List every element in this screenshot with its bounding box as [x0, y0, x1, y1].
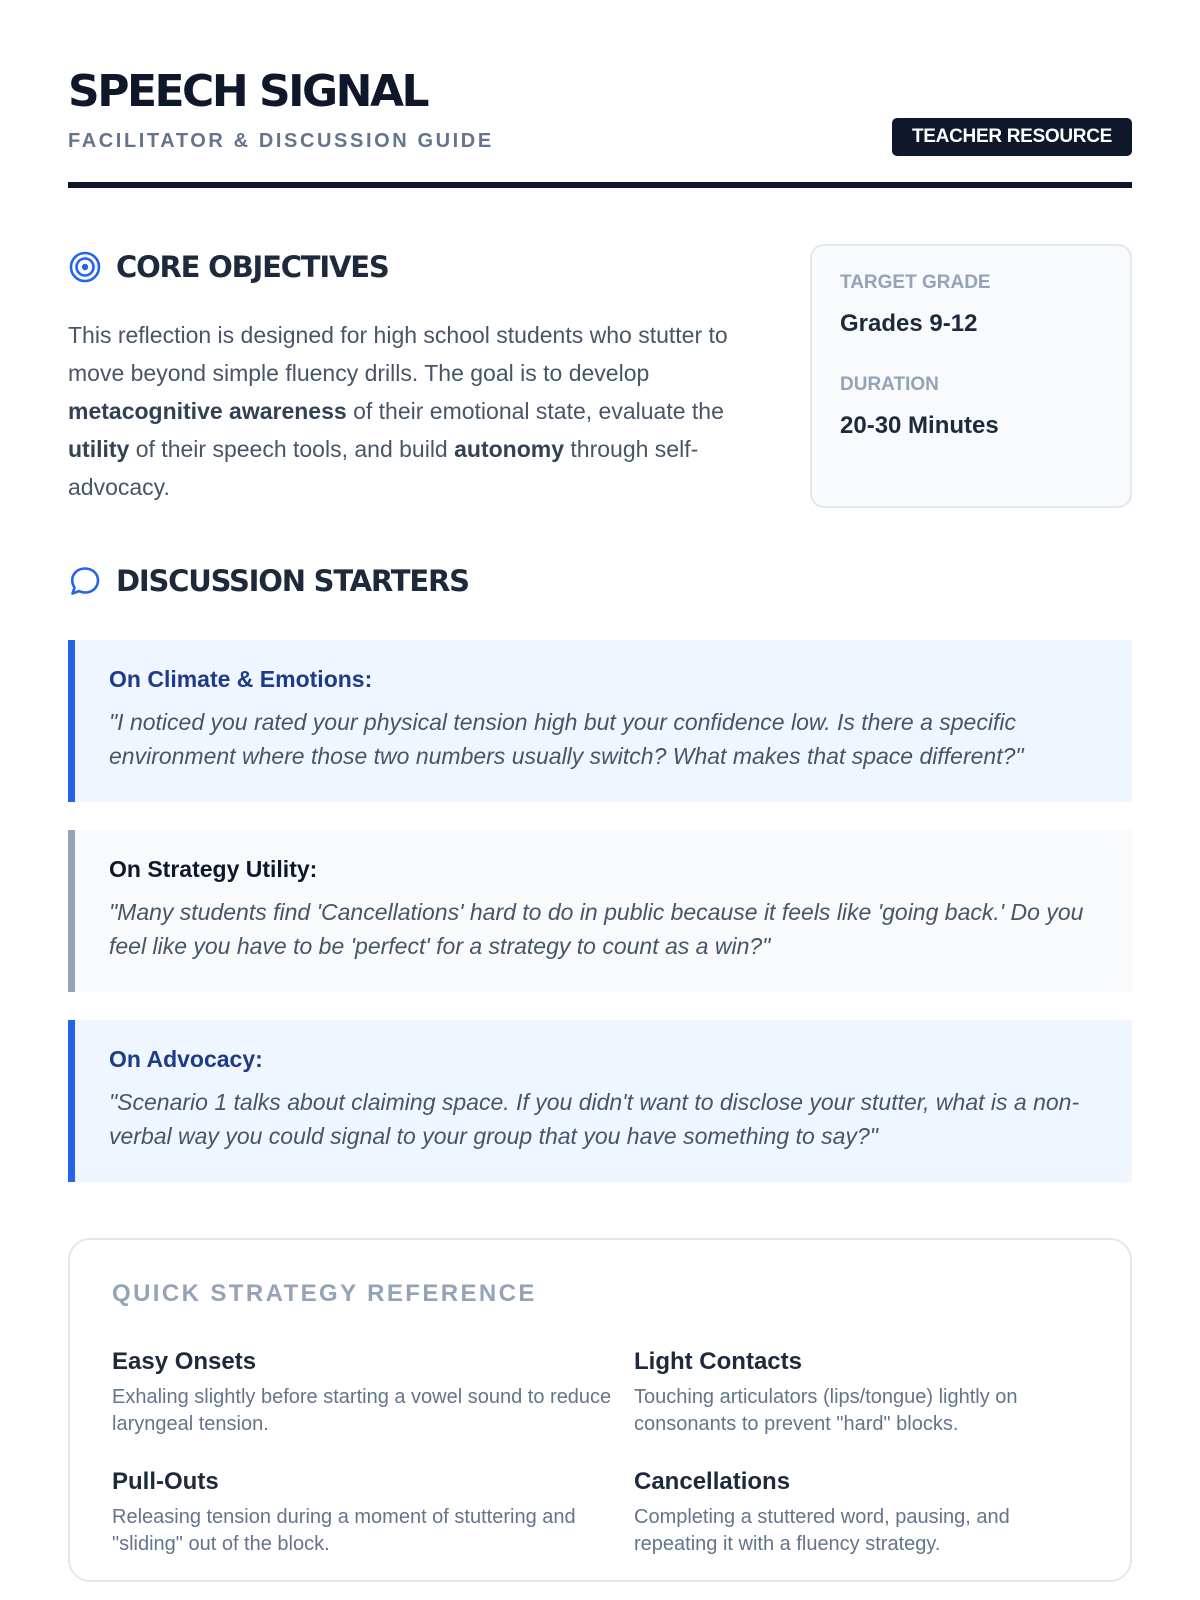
- starter-quote: "I noticed you rated your physical tension high but your confidence low. Is there a specific environment where those two numbers usually switch? What makes that space different?": [109, 709, 1024, 769]
- objectives-heading-row: [68, 250, 389, 284]
- discussion-heading-row: [68, 564, 1132, 598]
- reference-heading: QUICK STRATEGY REFERENCE: [112, 1280, 537, 1307]
- strategy-name: Pull-Outs: [112, 1468, 219, 1495]
- starter-card: [68, 640, 1132, 802]
- strategy-description: Touching articulators (lips/tongue) lightly on consonants to prevent "hard" blocks.: [634, 1386, 1018, 1435]
- strategy-item: [112, 1468, 634, 1558]
- grade-value: Grades 9-12: [840, 310, 978, 337]
- objectives-text: of their emotional state, evaluate the: [346, 398, 724, 424]
- starter-title: On Climate & Emotions:: [109, 666, 373, 692]
- objectives-body: [68, 316, 758, 506]
- starter-quote: "Scenario 1 talks about claiming space. If you didn't want to disclose your stutter, what is a non-verbal way you could signal to your group that you have something to say?": [109, 1089, 1080, 1149]
- header: [68, 0, 1132, 188]
- starter-quote: "Many students find 'Cancellations' hard to do in public because it feels like 'going back.' Do you feel like you have to be 'perfect' for a strategy to count as a win?": [109, 899, 1084, 959]
- meta-card: [810, 244, 1132, 508]
- strategy-item: [634, 1348, 1088, 1438]
- starter-title: On Strategy Utility:: [109, 856, 318, 882]
- grade-label: TARGET GRADE: [840, 272, 991, 293]
- objectives-heading: CORE OBJECTIVES: [116, 250, 389, 284]
- starter-title: On Advocacy:: [109, 1046, 263, 1072]
- duration-value: 20-30 Minutes: [840, 412, 999, 439]
- target-icon: [68, 250, 102, 284]
- duration-label: DURATION: [840, 374, 939, 395]
- strategy-description: Exhaling slightly before starting a vowel sound to reduce laryngeal tension.: [112, 1386, 612, 1435]
- document-subtitle: FACILITATOR & DISCUSSION GUIDE: [68, 130, 494, 152]
- objectives-text: of their speech tools, and build: [129, 436, 455, 462]
- starter-card: [68, 830, 1132, 992]
- strategy-item: [634, 1468, 1088, 1558]
- strategy-reference-card: [68, 1238, 1132, 1582]
- objectives-emphasis: metacognitive awareness: [68, 398, 347, 424]
- objectives-text: through self-advocacy.: [68, 436, 699, 500]
- reference-grid: [112, 1348, 1088, 1558]
- strategy-description: Releasing tension during a moment of stuttering and "sliding" out of the block.: [112, 1506, 576, 1555]
- objectives-emphasis: utility: [68, 436, 130, 462]
- chat-bubble-icon: [68, 564, 102, 598]
- discussion-starters: [68, 640, 1132, 1182]
- strategy-description: Completing a stuttered word, pausing, and repeating it with a fluency strategy.: [634, 1506, 1010, 1555]
- strategy-item: [112, 1348, 634, 1438]
- objectives-emphasis: autonomy: [454, 436, 564, 462]
- discussion-heading: DISCUSSION STARTERS: [116, 564, 469, 598]
- starter-card: [68, 1020, 1132, 1182]
- strategy-name: Light Contacts: [634, 1348, 802, 1375]
- strategy-name: Easy Onsets: [112, 1348, 257, 1375]
- objectives-section: [68, 188, 1132, 518]
- document-title: SPEECH SIGNAL: [68, 66, 428, 117]
- strategy-name: Cancellations: [634, 1468, 791, 1495]
- objectives-text: This reflection is designed for high school students who stutter to move beyond simple fluency drills. The goal is to develop: [68, 322, 728, 386]
- resource-badge: TEACHER RESOURCE: [892, 118, 1132, 156]
